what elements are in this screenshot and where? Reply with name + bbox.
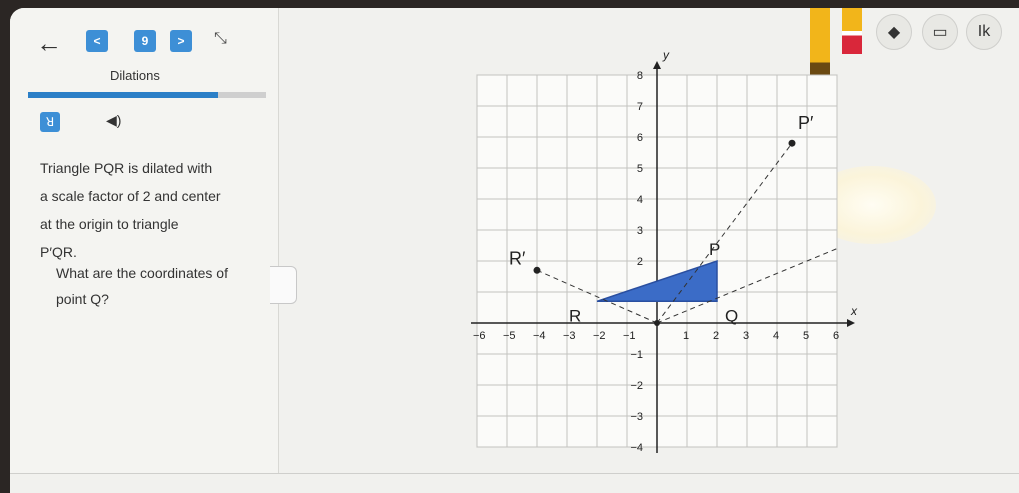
prev-button[interactable]: < <box>86 30 108 52</box>
y-axis-label: y <box>663 48 669 62</box>
x-tick-label: 5 <box>803 330 810 342</box>
divider <box>10 473 1019 474</box>
x-tick-label: 1 <box>683 330 690 342</box>
audio-icon[interactable]: ◀) <box>106 112 122 128</box>
y-tick-label: 8 <box>636 70 643 82</box>
app-screen <box>10 8 1019 493</box>
question-line: Triangle PQR is dilated with <box>40 160 213 176</box>
coordinate-graph[interactable] <box>10 8 1019 493</box>
x-tick-label: −2 <box>593 330 606 342</box>
y-tick-label: 4 <box>636 194 643 206</box>
y-tick-label: 7 <box>636 101 643 113</box>
point-r-prime <box>534 267 541 274</box>
point-p-prime <box>789 140 796 147</box>
prompt-line: What are the coordinates of <box>56 265 228 281</box>
y-tick-label: −3 <box>630 411 643 423</box>
x-tick-label: −3 <box>563 330 576 342</box>
question-line: at the origin to triangle <box>40 216 179 232</box>
point-r-label: R <box>569 306 582 326</box>
y-tick-label: −4 <box>630 442 643 454</box>
x-axis-arrow <box>847 319 855 327</box>
question-line: a scale factor of 2 and center <box>40 188 221 204</box>
x-tick-label: −4 <box>533 330 546 342</box>
x-tick-label: −1 <box>623 330 636 342</box>
point-p-prime-label: P′ <box>798 113 814 134</box>
x-tick-label: 6 <box>833 330 840 342</box>
keyboard-icon[interactable]: ▭ <box>922 14 958 50</box>
x-tick-label: 3 <box>743 330 750 342</box>
point-p-label: P <box>709 240 721 259</box>
point-q-label: Q <box>725 306 739 326</box>
text-to-speech-icon[interactable]: ꓤ <box>40 112 60 132</box>
y-tick-label: 2 <box>636 256 643 268</box>
y-tick-label: −2 <box>630 380 643 392</box>
origin-point <box>654 320 660 326</box>
paint-bucket-icon[interactable]: ◆ <box>876 14 912 50</box>
point-r-prime-label: R′ <box>509 248 526 269</box>
collapse-icon[interactable]: ⤡ <box>214 30 227 47</box>
y-axis-arrow <box>653 61 661 69</box>
prompt-line: point Q? <box>56 291 109 307</box>
y-tick-label: 5 <box>636 163 643 175</box>
next-button[interactable]: > <box>170 30 192 52</box>
back-arrow-icon[interactable]: ← <box>36 28 62 58</box>
y-tick-label: 3 <box>636 225 643 237</box>
x-tick-label: 4 <box>773 330 780 342</box>
y-tick-label: −1 <box>630 349 643 361</box>
reference-icon[interactable]: Ik <box>966 14 1002 50</box>
y-tick-label: 6 <box>636 132 643 144</box>
x-tick-label: 2 <box>713 330 720 342</box>
page-number-button[interactable]: 9 <box>134 30 156 52</box>
x-axis-label: x <box>851 304 857 318</box>
question-line: P′QR. <box>40 244 77 260</box>
lesson-title: Dilations <box>110 68 160 83</box>
x-tick-label: −5 <box>503 330 516 342</box>
x-tick-label: −6 <box>473 330 486 342</box>
